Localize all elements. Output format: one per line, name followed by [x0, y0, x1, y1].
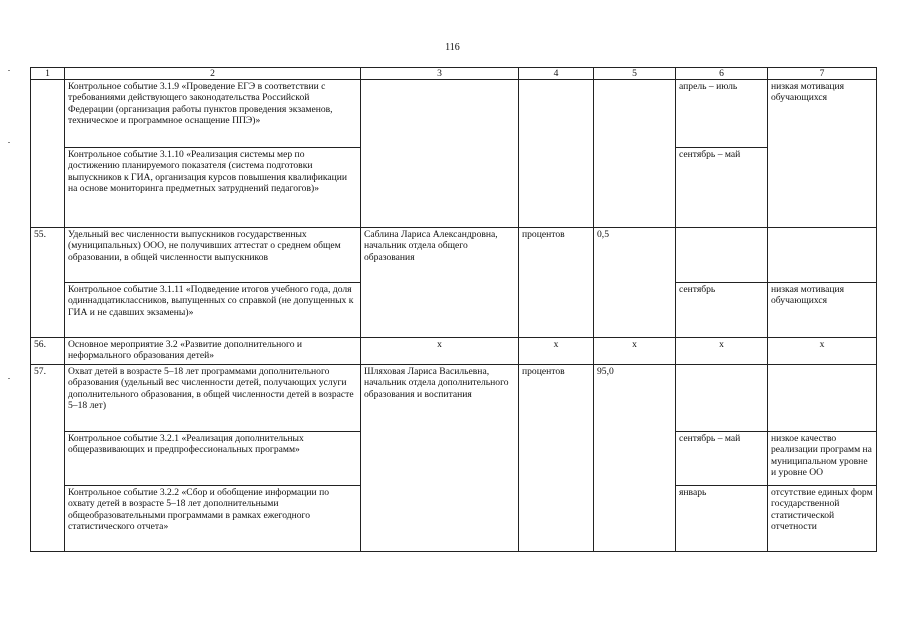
term-cell: сентябрь – май: [676, 431, 768, 485]
event-description: Контрольное событие 3.1.9 «Проведение ЕГЭ в соответствии с требованиями действующего законодательства Российской Федерации (организация работы пунктов проведения экзаменов, техническое и программное оснащение ППЭ)»: [65, 80, 361, 148]
unit-cell: процентов: [519, 364, 594, 551]
value-cell: 0,5: [594, 228, 676, 338]
column-header-3: 3: [361, 68, 519, 80]
event-description: Контрольное событие 3.2.2 «Сбор и обобщение информации по охвату детей в возрасте 5–18 лет дополнительными общеобразовательными программами в рамках ежегодного статистического отчета»: [65, 485, 361, 551]
risk-cell: низкое качество реализации программ на муниципальном уровне и уровне ОО: [768, 431, 877, 485]
placeholder-mark: х: [519, 338, 594, 365]
event-description: Контрольное событие 3.1.10 «Реализация системы мер по достижению планируемого показателя (система подготовки выпускников к ГИА, организация курсов повышения квалификации на основе мониторинга предметных затруднений педагогов)»: [65, 148, 361, 228]
measure-description: Основное мероприятие 3.2 «Развитие дополнительного и неформального образования детей»: [65, 338, 361, 365]
unit-cell: процентов: [519, 228, 594, 338]
term-cell: сентябрь – май: [676, 148, 768, 228]
responsible-cell: [361, 80, 519, 228]
placeholder-mark: х: [768, 338, 877, 365]
risk-cell: [768, 228, 877, 283]
column-header-5: 5: [594, 68, 676, 80]
column-header-6: 6: [676, 68, 768, 80]
header-row: [31, 68, 877, 80]
margin-mark: [8, 142, 10, 143]
row-number: 55.: [31, 228, 65, 338]
responsible-cell: Саблина Лариса Александровна, начальник отдела общего образования: [361, 228, 519, 338]
term-cell: январь: [676, 485, 768, 551]
table-row: [31, 80, 877, 148]
placeholder-mark: х: [594, 338, 676, 365]
value-cell: [594, 80, 676, 228]
risk-cell: [768, 364, 877, 431]
term-cell: сентябрь: [676, 283, 768, 338]
responsible-cell: Шляховая Лариса Васильевна, начальник отдела дополнительного образования и воспитания: [361, 364, 519, 551]
table-row: [31, 228, 877, 283]
page-number: 116: [445, 42, 460, 53]
column-header-2: 2: [65, 68, 361, 80]
column-header-7: 7: [768, 68, 877, 80]
row-number: 57.: [31, 364, 65, 551]
row-number: [31, 80, 65, 228]
table-row: [31, 338, 877, 365]
margin-mark: [8, 70, 10, 71]
risk-cell: низкая мотивация обучающихся: [768, 80, 877, 228]
column-header-4: 4: [519, 68, 594, 80]
row-number: 56.: [31, 338, 65, 365]
plan-table: [30, 67, 877, 552]
placeholder-mark: х: [361, 338, 519, 365]
indicator-description: Удельный вес численности выпускников государственных (муниципальных) ООО, не получивших аттестат о среднем общем образовании, в общей численности выпускников: [65, 228, 361, 283]
placeholder-mark: х: [676, 338, 768, 365]
value-cell: 95,0: [594, 364, 676, 551]
table-row: [31, 364, 877, 431]
column-header-1: 1: [31, 68, 65, 80]
indicator-description: Охват детей в возрасте 5–18 лет программами дополнительного образования (удельный вес численности детей, получающих услуги дополнительного образования, в общей численности детей в возрасте 5–18 лет): [65, 364, 361, 431]
event-description: Контрольное событие 3.1.11 «Подведение итогов учебного года, доля одиннадцатиклассников, выпущенных со справкой (не допущенных к ГИА и не сдавших экзамены)»: [65, 283, 361, 338]
event-description: Контрольное событие 3.2.1 «Реализация дополнительных общеразвивающих и предпрофессиональных программ»: [65, 431, 361, 485]
unit-cell: [519, 80, 594, 228]
term-cell: апрель – июль: [676, 80, 768, 148]
risk-cell: отсутствие единых форм государственной статистической отчетности: [768, 485, 877, 551]
margin-mark: [8, 378, 10, 379]
term-cell: [676, 228, 768, 283]
term-cell: [676, 364, 768, 431]
risk-cell: низкая мотивация обучающихся: [768, 283, 877, 338]
